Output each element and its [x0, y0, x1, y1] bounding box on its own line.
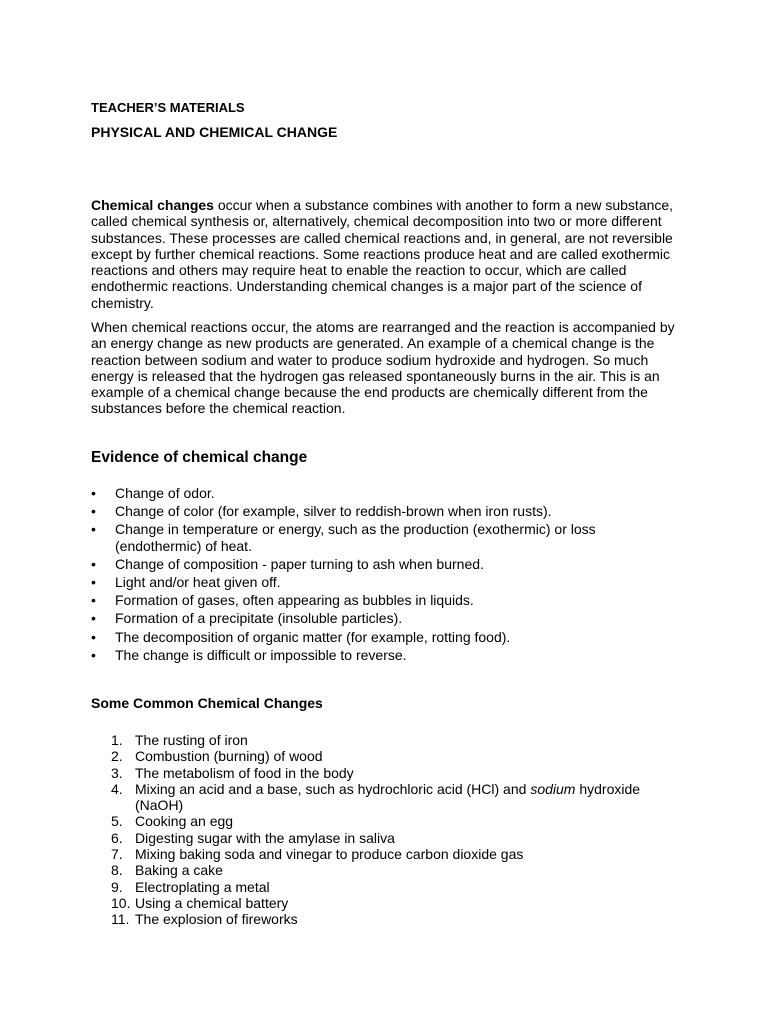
bullet-icon: •	[91, 521, 96, 538]
list-item-text: Cooking an egg	[135, 813, 234, 830]
item-4-text-end: hydroxide (NaOH)	[135, 780, 641, 814]
common-changes-heading: Some Common Chemical Changes	[91, 695, 323, 711]
list-item	[91, 781, 681, 814]
list-item	[91, 574, 681, 590]
list-item	[91, 592, 681, 608]
item-number: 6.	[111, 829, 123, 846]
bullet-icon: •	[91, 646, 96, 663]
bullet-icon: •	[91, 574, 96, 591]
intro-bold-lead: Chemical changes	[91, 197, 214, 213]
list-item-text: Baking a cake	[135, 862, 223, 879]
bullet-icon: •	[91, 503, 96, 520]
list-item	[91, 521, 681, 554]
bullet-icon: •	[91, 485, 96, 501]
list-item-text: Formation of a precipitate (insoluble particles).	[115, 610, 403, 627]
list-item-text: Digesting sugar with the amylase in saliva	[135, 829, 395, 846]
list-item-text: The explosion of fireworks	[135, 911, 298, 928]
list-item-text: The rusting of iron	[135, 732, 248, 748]
list-item	[91, 911, 681, 927]
item-number: 7.	[111, 846, 123, 863]
list-item	[91, 879, 681, 895]
list-item	[91, 895, 681, 911]
list-item-text: Change of color (for example, silver to reddish-brown when iron rusts).	[115, 503, 552, 520]
list-item-text: The change is difficult or impossible to reverse.	[115, 646, 407, 663]
list-item	[91, 765, 681, 781]
list-item-text: The metabolism of food in the body	[135, 764, 354, 781]
list-item	[91, 846, 681, 862]
item-number: 1.	[111, 732, 123, 748]
list-item	[91, 485, 681, 501]
list-item	[91, 629, 681, 645]
header-label: TEACHER’S MATERIALS	[91, 100, 245, 115]
item-number: 9.	[111, 878, 123, 895]
item-number: 10.	[111, 894, 131, 911]
list-item	[91, 503, 681, 519]
intro-paragraph	[91, 197, 681, 311]
item-number: 3.	[111, 764, 123, 781]
bullet-icon: •	[91, 555, 96, 572]
list-item-text: Mixing baking soda and vinegar to produce carbon dioxide gas	[135, 846, 524, 863]
list-item	[91, 862, 681, 878]
item-4-italic-word: sodium	[530, 780, 576, 797]
item-number: 2.	[111, 748, 123, 765]
list-item-text: Change of odor.	[115, 485, 215, 501]
intro-text: occur when a substance combines with another to form a new substance, called chemical synthesis or, alternatively, chemical decomposition into two or more different substances. These processes are called chemical reactions and, in general, are not reversible except by further chemical reactions. Some reactions produce heat and are called exothermic reactions and others may require heat to enable the reaction to occur, which are called endothermic reactions. Understanding chemical changes is a major part of the science of chemistry.	[91, 197, 674, 311]
bullet-icon: •	[91, 628, 96, 645]
item-number: 8.	[111, 862, 123, 879]
list-item-text: Light and/or heat given off.	[115, 574, 281, 591]
item-4-text-start: Mixing an acid and a base, such as hydrochloric acid (HCl) and	[135, 780, 531, 797]
list-item	[91, 830, 681, 846]
list-item	[91, 813, 681, 829]
list-item-text	[135, 781, 640, 813]
list-item	[91, 647, 681, 663]
evidence-heading: Evidence of chemical change	[91, 449, 308, 466]
list-item	[91, 556, 681, 572]
list-item-text: Change of composition - paper turning to ash when burned.	[115, 555, 484, 572]
item-number: 5.	[111, 813, 123, 830]
list-item-text: Formation of gases, often appearing as bubbles in liquids.	[115, 592, 474, 609]
item-number: 11.	[111, 911, 130, 928]
energy-paragraph: When chemical reactions occur, the atoms are rearranged and the reaction is accompanied by an energy change as new products are generated. An example of a chemical change is the reaction between sodium and water to produce sodium hydroxide and hydrogen. So much energy is released that the hydrogen gas released spontaneously burns in the air. This is an example of a chemical change because the end products are chemically different from the substances before the chemical reaction.	[91, 319, 675, 417]
list-item-text: Using a chemical battery	[135, 894, 289, 911]
item-number: 4.	[111, 780, 123, 797]
bullet-icon: •	[91, 592, 96, 609]
list-item	[91, 610, 681, 626]
list-item-text: Change in temperature or energy, such as the production (exothermic) or loss (endothermic) of heat.	[115, 521, 596, 554]
bullet-icon: •	[91, 610, 96, 627]
evidence-list	[91, 485, 681, 665]
list-item	[91, 732, 681, 748]
list-item-text: Electroplating a metal	[135, 878, 270, 895]
list-item	[91, 748, 681, 764]
common-changes-list	[91, 732, 681, 928]
list-item-text: The decomposition of organic matter (for example, rotting food).	[115, 628, 511, 645]
document-title: PHYSICAL AND CHEMICAL CHANGE	[91, 124, 338, 140]
list-item-text: Combustion (burning) of wood	[135, 748, 323, 765]
